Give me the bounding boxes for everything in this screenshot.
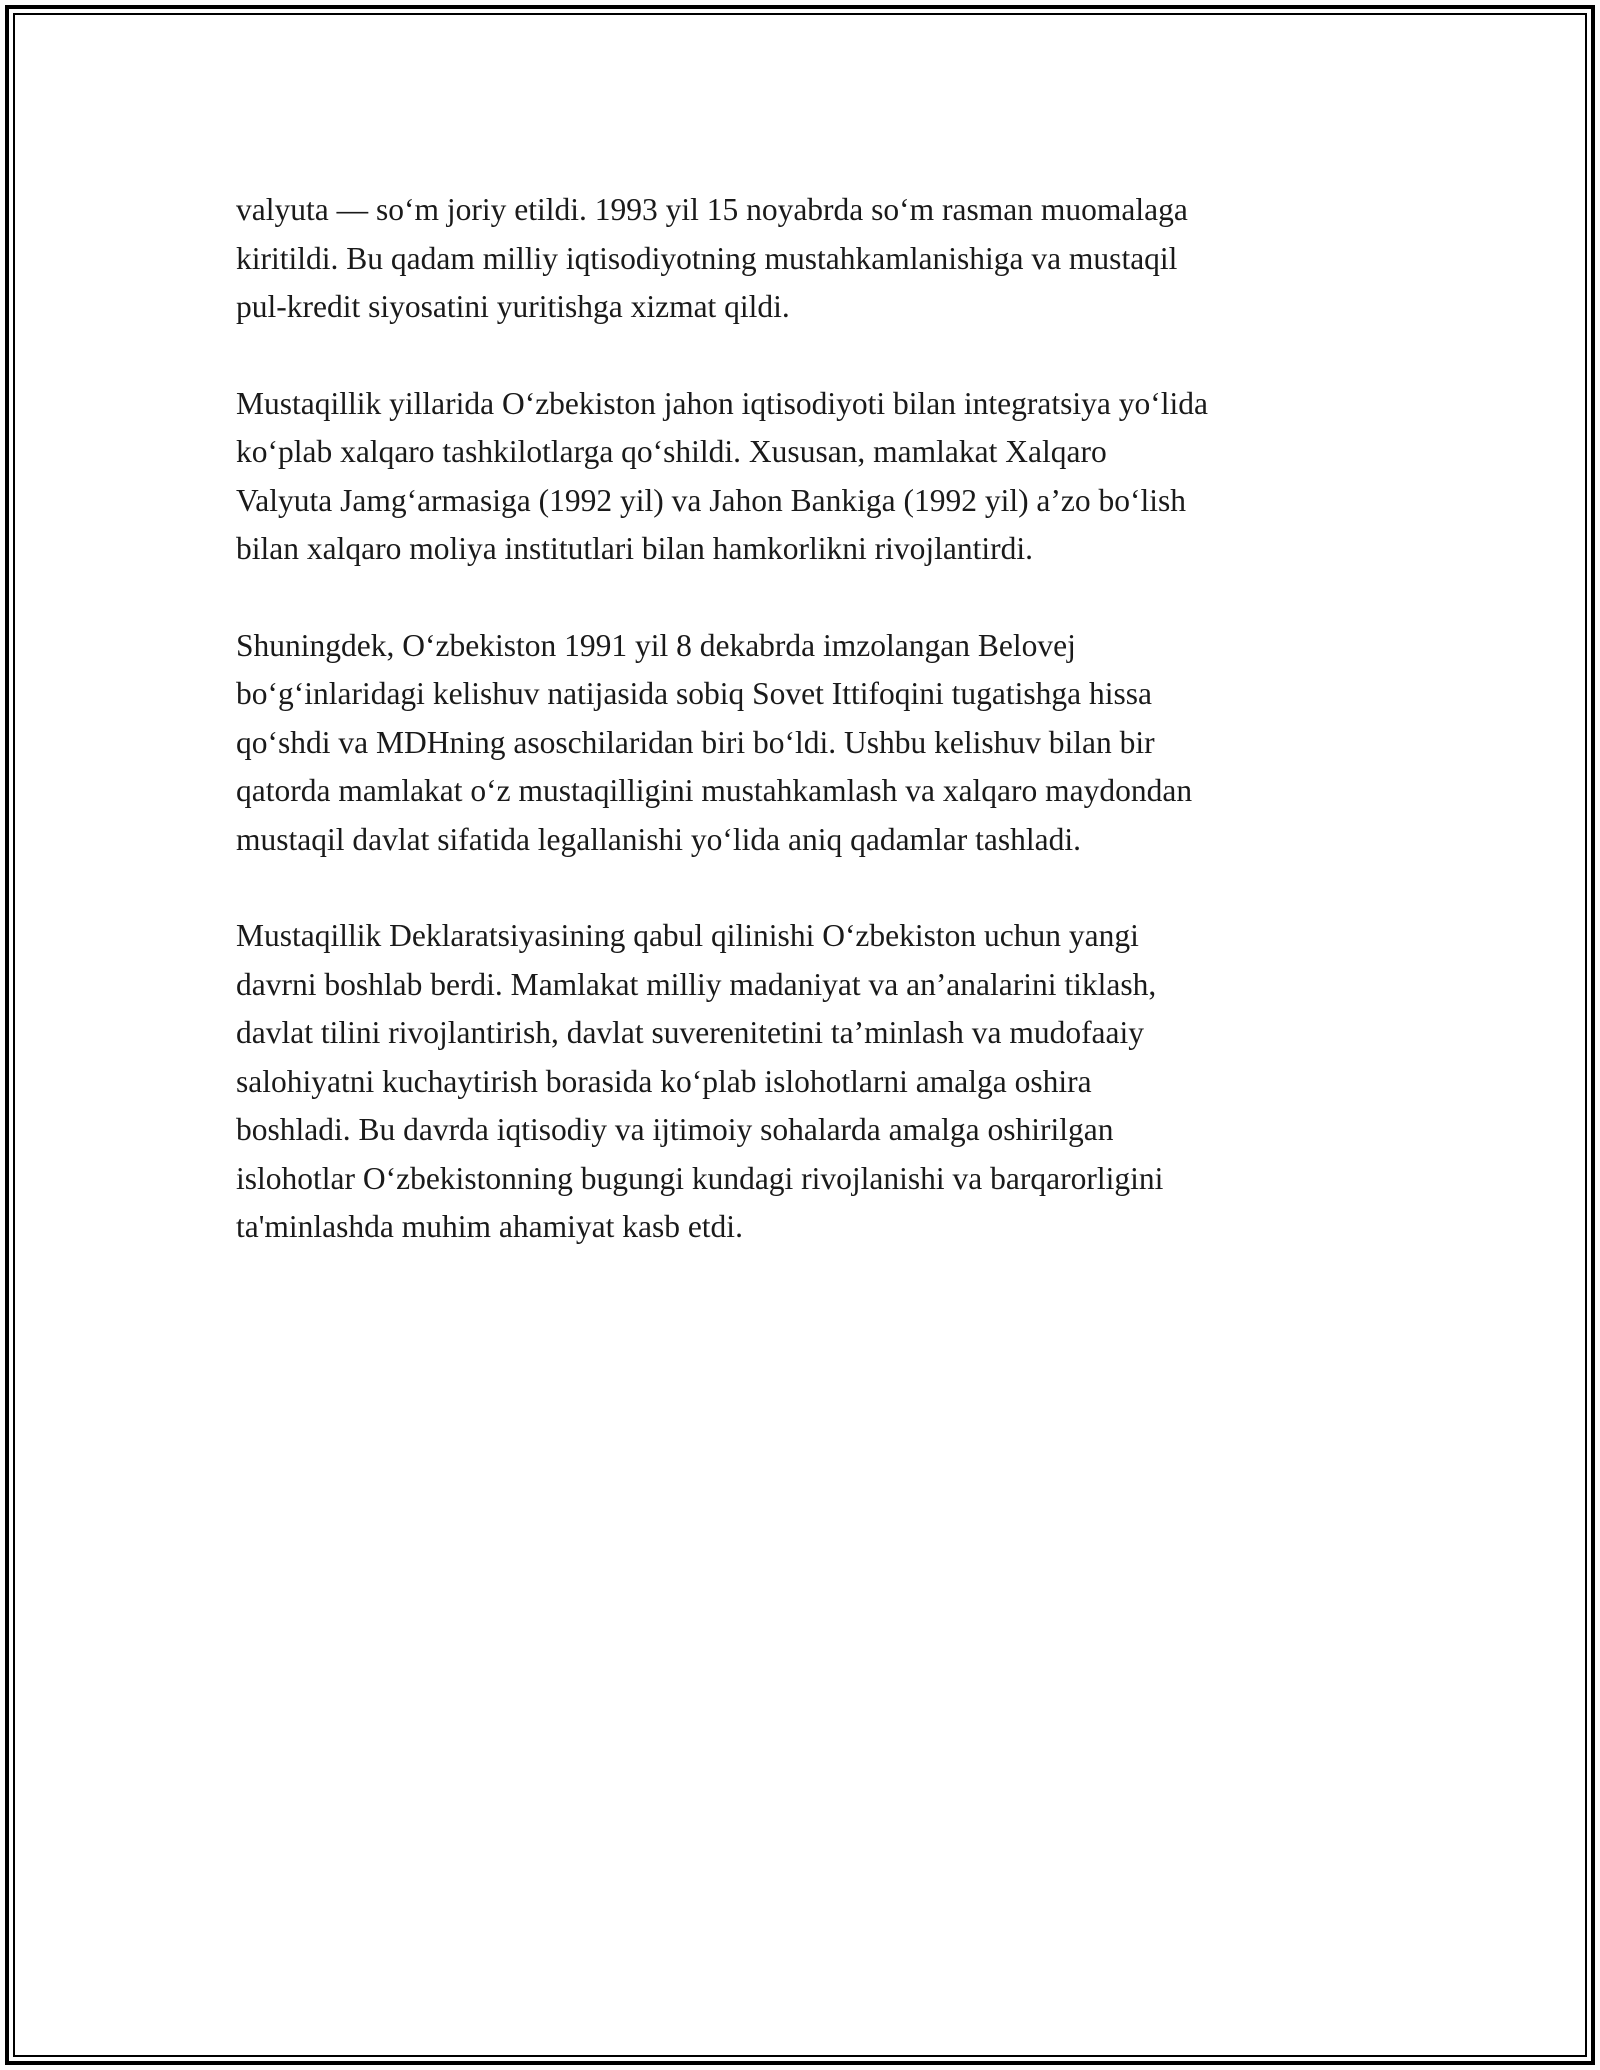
text-line: Mustaqillik Deklaratsiyasining qabul qilinishi O‘zbekiston uchun yangi [236,918,1139,953]
text-line: valyuta — so‘m joriy etildi. 1993 yil 15 noyabrda so‘m rasman muomalaga [236,192,1188,227]
text-line: mustaqil davlat sifatida legallanishi yo‘lida aniq qadamlar tashladi. [236,821,1082,857]
text-line: davrni boshlab berdi. Mamlakat milliy madaniyat va an’analarini tiklash, [236,966,1157,1002]
text-line: islohotlar O‘zbekistonning bugungi kundagi rivojlanishi va barqarorligini [236,1160,1164,1196]
document-body [236,186,1386,1300]
text-line: Valyuta Jamg‘armasiga (1992 yil) va Jahon Bankiga (1992 yil) a’zo bo‘lish [236,482,1187,518]
text-line: Mustaqillik yillarida O‘zbekiston jahon iqtisodiyoti bilan integratsiya yo‘lida [236,385,1208,421]
paragraph-international-integration [236,380,1386,574]
text-line: ta'minlashda muhim ahamiyat kasb etdi. [236,1209,743,1244]
paragraph-independence-declaration [236,912,1386,1252]
text-line: bo‘g‘inlaridagi kelishuv natijasida sobiq Sovet Ittifoqini tugatishga hissa [236,676,1152,711]
text-line: davlat tilini rivojlantirish, davlat suverenitetini ta’minlash va mudofaaiy [236,1015,1145,1050]
paragraph-som-currency [236,186,1386,332]
text-line: kiritildi. Bu qadam milliy iqtisodiyotning mustahkamlanishiga va mustaqil [236,240,1178,276]
text-line: bilan xalqaro moliya institutlari bilan hamkorlikni rivojlantirdi. [236,531,1033,566]
text-line: qatorda mamlakat o‘z mustaqilligini mustahkamlash va xalqaro maydondan [236,773,1193,808]
paragraph-belovezh-agreement [236,622,1386,865]
text-line: salohiyatni kuchaytirish borasida ko‘plab islohotlarni amalga oshira [236,1063,1092,1099]
text-line: boshladi. Bu davrda iqtisodiy va ijtimoiy sohalarda amalga oshirilgan [236,1112,1114,1147]
text-line: Shuningdek, O‘zbekiston 1991 yil 8 dekabrda imzolangan Belovej [236,627,1076,663]
text-line: qo‘shdi va MDHning asoschilaridan biri bo‘ldi. Ushbu kelishuv bilan bir [236,724,1155,760]
text-line: ko‘plab xalqaro tashkilotlarga qo‘shildi. Xususan, mamlakat Xalqaro [236,434,1107,469]
text-line: pul-kredit siyosatini yuritishga xizmat qildi. [236,289,790,324]
